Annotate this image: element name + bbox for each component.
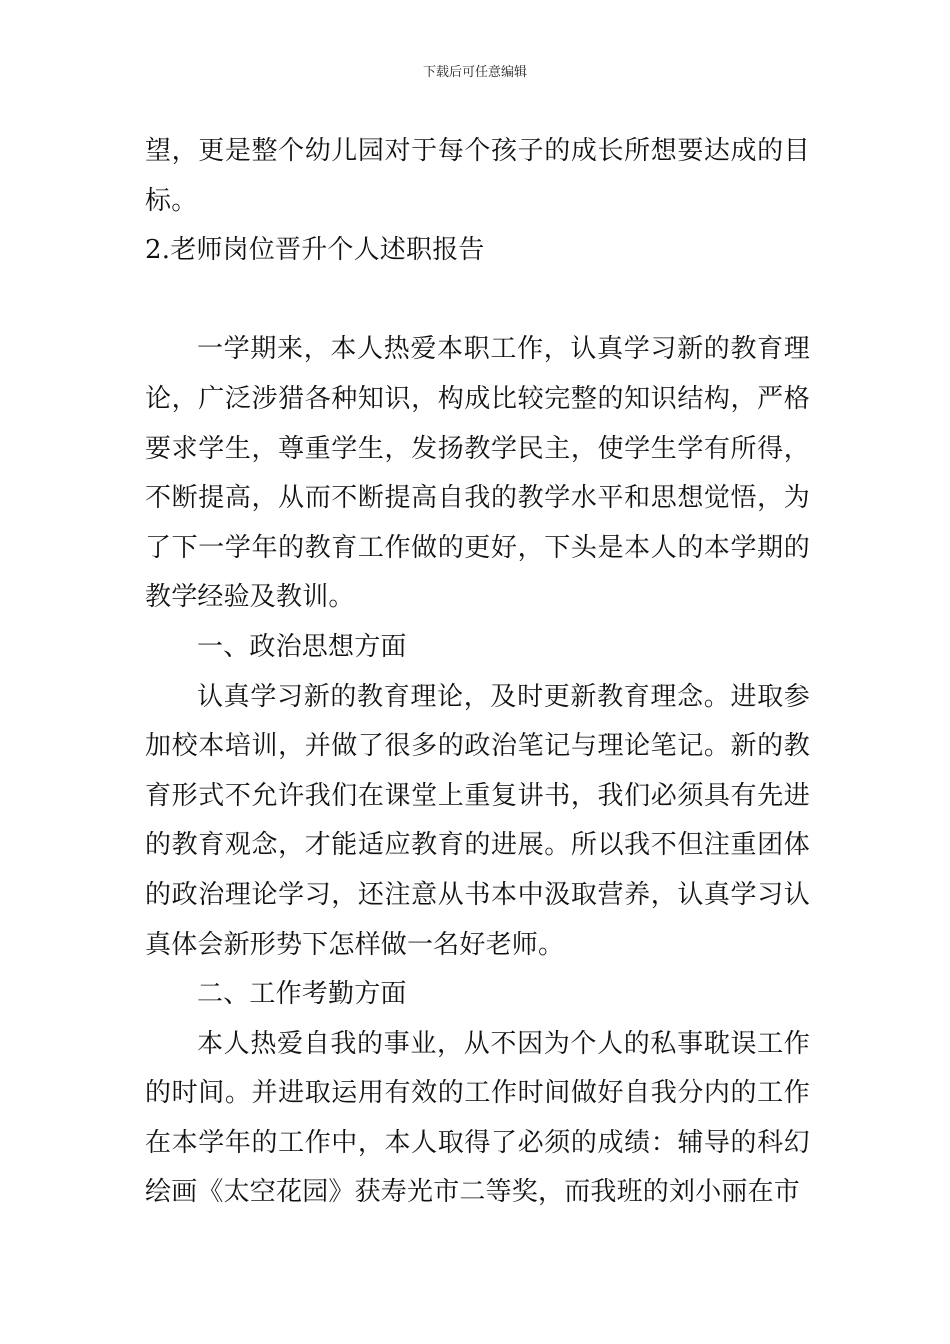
attendance-paragraph: 本人热爱自我的事业，从不因为个人的私事耽误工作的时间。并进取运用有效的工作时间做好自我分内的工作在本学年的工作中，本人取得了必须的成绩：辅导的科幻绘画《太空花园》获寿光市二等奖，而我班的刘小丽在市: [145, 1028, 810, 1208]
heading-attendance: 二、工作考勤方面: [197, 979, 407, 1010]
political-thought-paragraph: 认真学习新的教育理论，及时更新教育理念。进取参加校本培训，并做了很多的政治笔记与理论笔记。新的教育形式不允许我们在课堂上重复讲书，我们必须具有先进的教育观念，才能适应教育的进展。所以我不但注重团体的政治理论学习，还注意从书本中汲取营养，认真学习认真体会新形势下怎样做一名好老师。: [145, 681, 810, 960]
continuation-paragraph: 望，更是整个幼儿园对于每个孩子的成长所想要达成的目标。: [145, 136, 810, 216]
heading-political-thought: 一、政治思想方面: [197, 631, 407, 662]
section-title: 2.老师岗位晋升个人述职报告: [145, 235, 485, 266]
intro-paragraph: 一学期来，本人热爱本职工作，认真学习新的教育理论，广泛涉猎各种知识，构成比较完整的知识结构，严格要求学生，尊重学生，发扬教学民主，使学生学有所得，不断提高，从而不断提高自我的教学水平和思想觉悟，为了下一学年的教育工作做的更好，下头是本人的本学期的教学经验及教训。: [145, 334, 810, 613]
document-body: [145, 127, 810, 1218]
blank-line: [145, 276, 810, 326]
page-header-note: 下载后可任意编辑: [422, 65, 527, 80]
